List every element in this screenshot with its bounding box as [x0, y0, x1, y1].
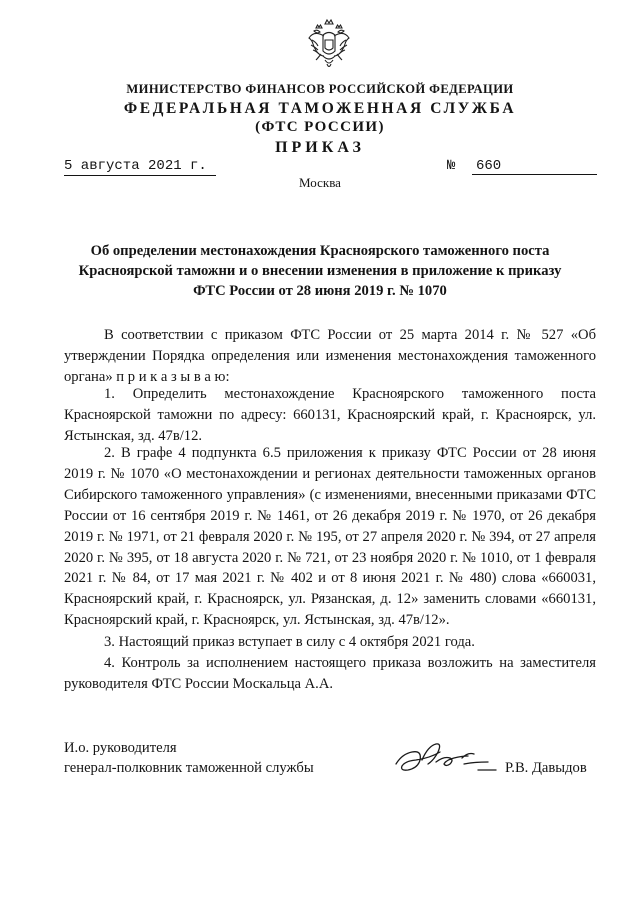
paragraph-4-text: 4. Контроль за исполнением настоящего приказа возложить на заместителя руководителя ФТС России Москальца А.А.: [64, 655, 596, 692]
ministry-name: МИНИСТЕРСТВО ФИНАНСОВ РОССИЙСКОЙ ФЕДЕРАЦИИ: [126, 82, 514, 96]
service-abbreviation: (ФТС РОССИИ): [255, 119, 385, 135]
intro-text: В соответствии с приказом ФТС России от 25 марта 2014 г. № 527 «Об утверждении Порядка определения или изменения местонахождения таможенного органа» п р и к а з ы в а ю:: [64, 327, 596, 385]
number-label: №: [447, 158, 456, 174]
document-date: 5 августа 2021 г.: [64, 158, 216, 176]
document-number: 660: [472, 158, 597, 175]
title-line-1: Об определении местонахождения Красноярского таможенного поста: [90, 243, 550, 259]
document-city: Москва: [299, 175, 341, 190]
signatory-name: Р.В. Давыдов: [505, 760, 587, 776]
paragraph-2-text: 2. В графе 4 подпункта 6.5 приложения к приказу ФТС России от 28 июня 2019 г. № 1070 «О местонахождении и регионах деятельности таможенных органов Сибирского таможенного управления» (с изменениями, внесенными приказами ФТС России от 16 сентября 2019 г. № 1461, от 26 декабря 2019 г. № 1970, от 26 декабря 2019 г. № 1971, от 21 февраля 2020 г. № 195, от 27 апреля 2020 г. № 394, от 27 апреля 2020 г. № 395, от 18 августа 2020 г. № 721, от 23 ноября 2020 г. № 1010, от 1 февраля 2021 г. № 84, от 17 мая 2021 г. № 402 и от 8 июня 2021 г. № 480) слова «660031, Красноярский край, г. Красноярск, ул. Рязанская, д. 12» заменить словами «660131, Красноярский край, г. Красноярск, ул. Ястынская, зд. 47в/12».: [64, 445, 596, 629]
handwritten-signature: [392, 740, 502, 776]
body-paragraph-4: [64, 653, 596, 695]
title-line-3: ФТС России от 28 июня 2019 г. № 1070: [193, 283, 447, 299]
document-type: ПРИКАЗ: [275, 139, 365, 156]
title-line-2: Красноярской таможни и о внесении изменения в приложение к приказу: [78, 263, 562, 279]
body-paragraph-3: [64, 632, 596, 653]
service-name: ФЕДЕРАЛЬНАЯ ТАМОЖЕННАЯ СЛУЖБА: [123, 100, 517, 117]
paragraph-3-text: 3. Настоящий приказ вступает в силу с 4 октября 2021 года.: [104, 634, 475, 650]
document-title: [0, 241, 640, 301]
paragraph-1-text: 1. Определить местонахождение Красноярского таможенного поста Красноярской таможни по адресу: 660131, Красноярский край, г. Красноярск, ул. Ястынская, зд. 47в/12.: [64, 386, 596, 444]
body-paragraph-1: [64, 384, 596, 447]
coat-of-arms-emblem: [306, 18, 352, 72]
body-intro-paragraph: [64, 325, 596, 388]
body-paragraph-2: [64, 443, 596, 631]
signatory-role-line-1: И.о. руководителя: [64, 740, 177, 756]
signatory-role-line-2: генерал-полковник таможенной службы: [64, 760, 314, 776]
